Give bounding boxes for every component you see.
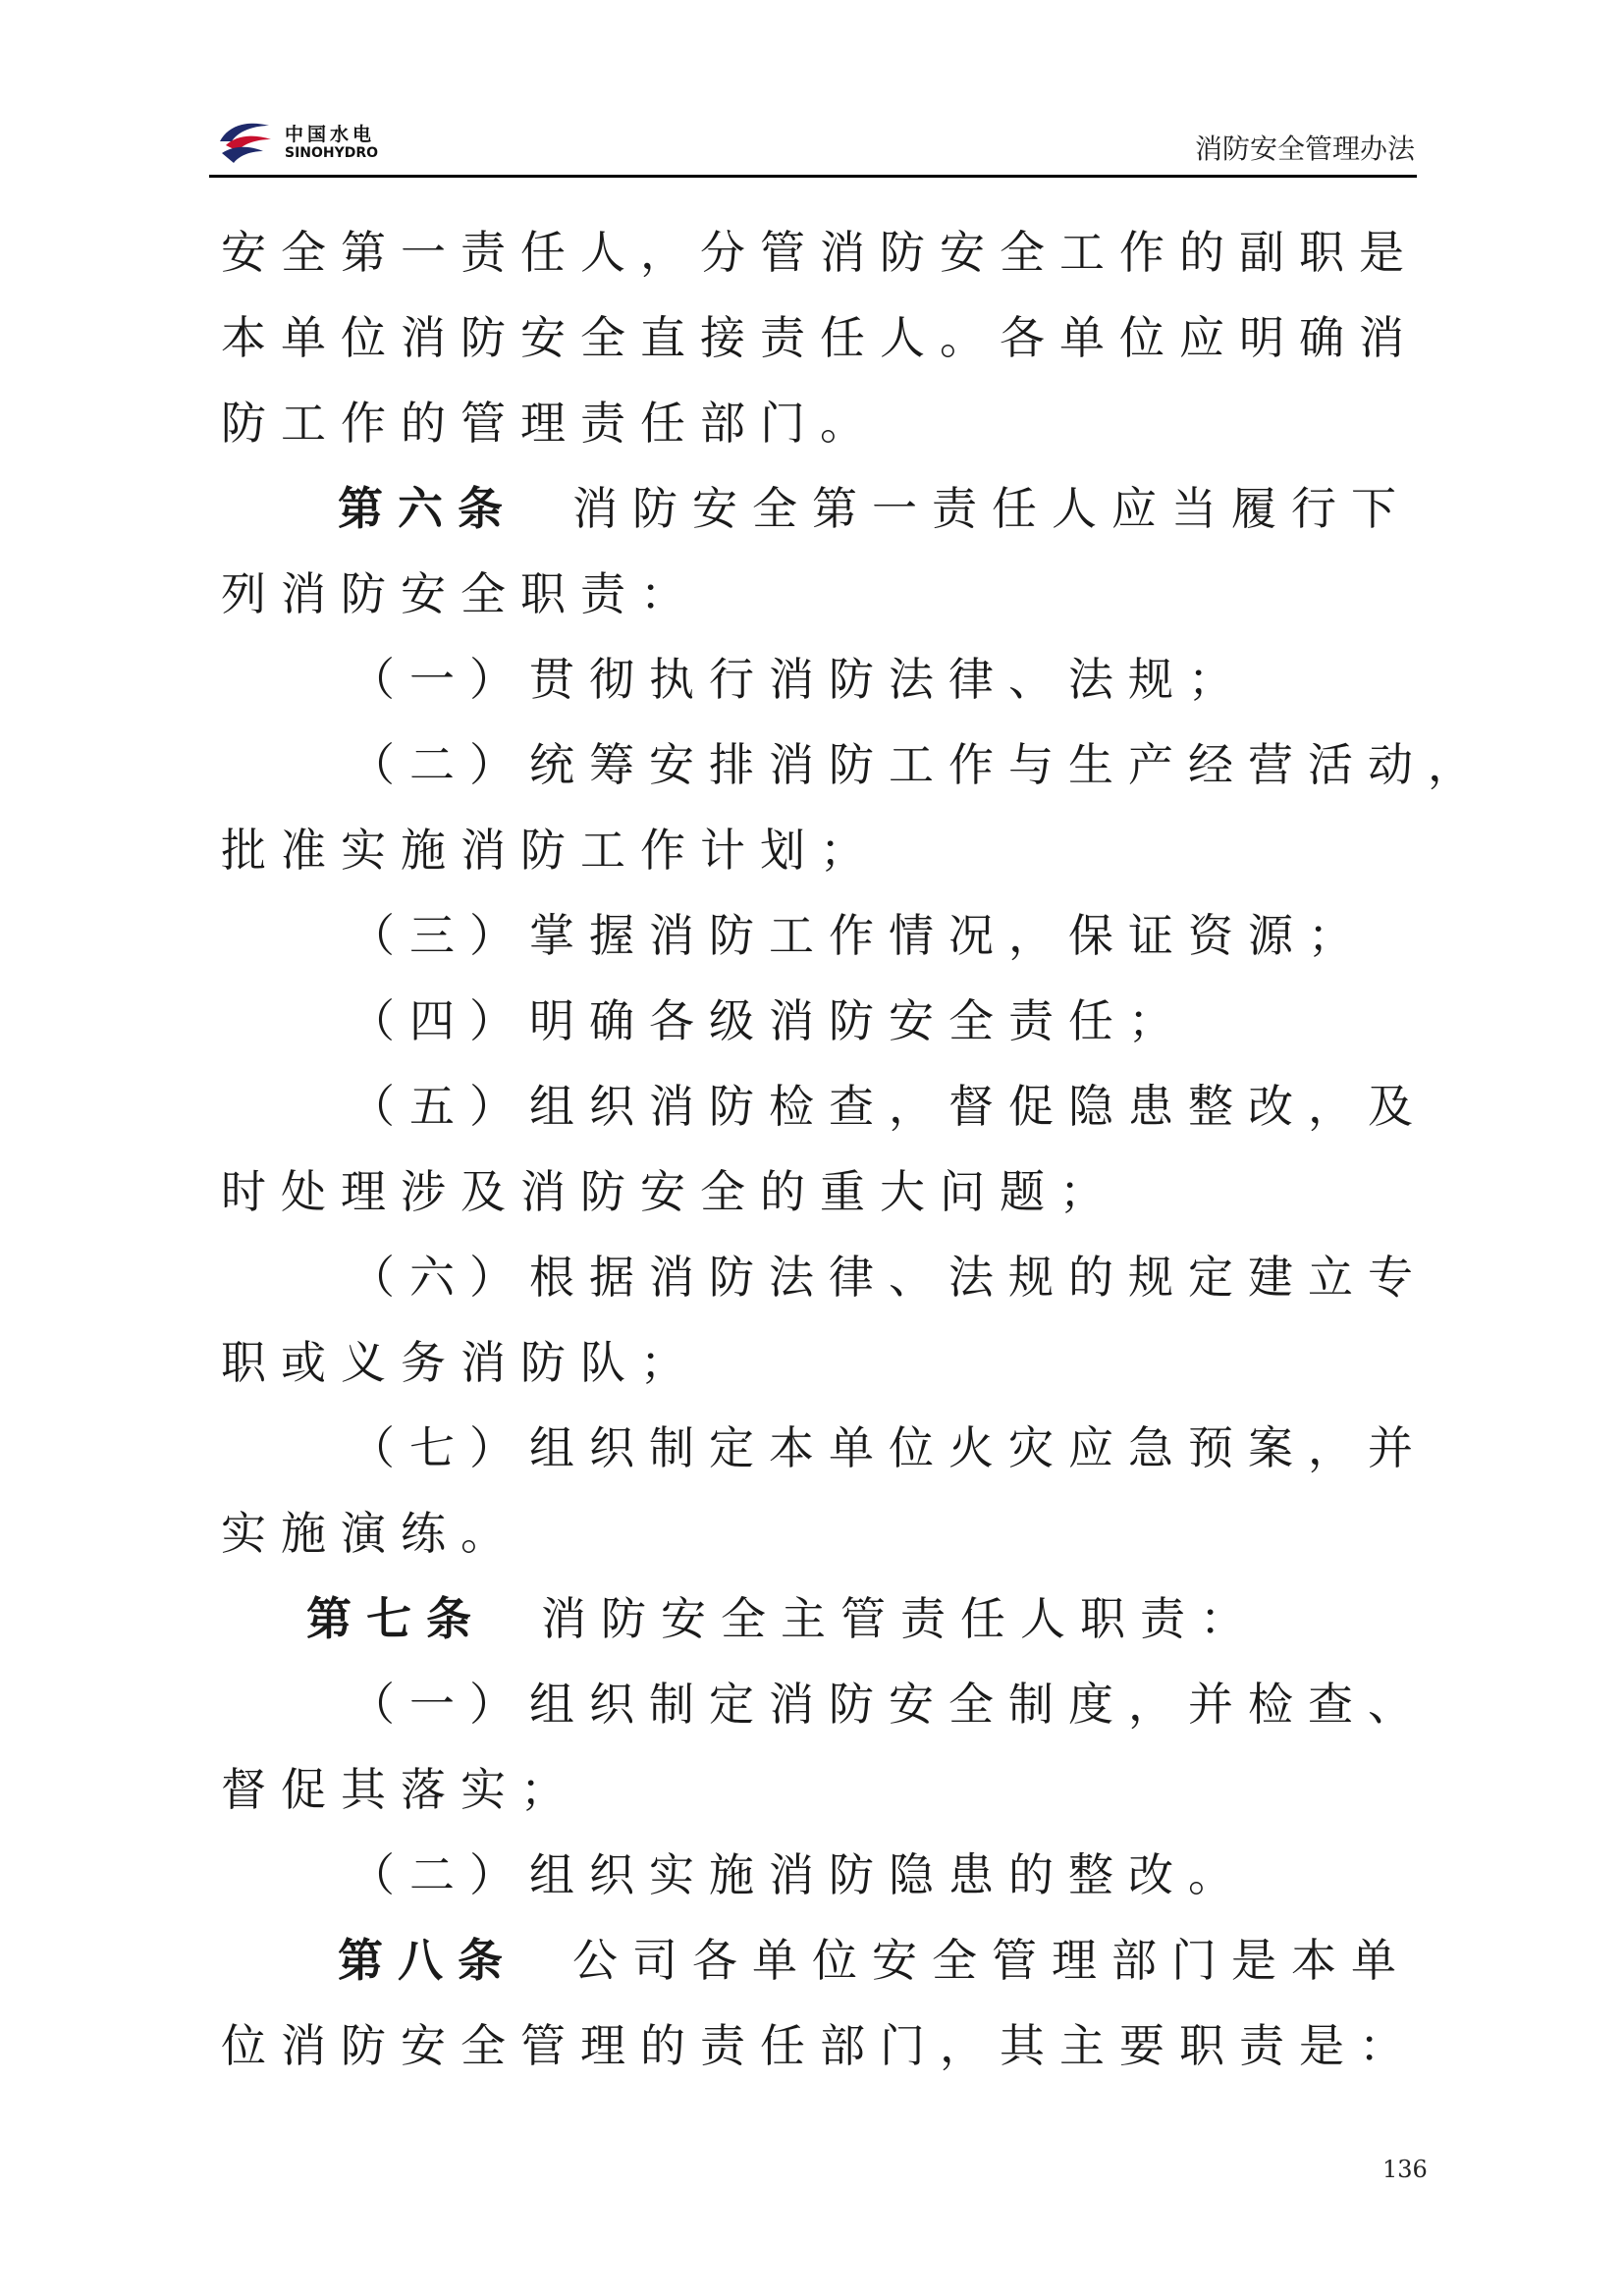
article-number: 第七条 <box>306 1592 486 1645</box>
line-text: 消防安全第一责任人应当履行下 <box>572 482 1411 535</box>
text-line <box>221 1505 520 1562</box>
text-line <box>221 395 880 452</box>
line-text: （三）掌握消防工作情况，保证资源； <box>350 909 1368 962</box>
list-item <box>350 1419 1428 1476</box>
line-text: 实施演练。 <box>221 1507 520 1560</box>
line-text: （二）组织实施消防隐患的整改。 <box>350 1848 1248 1901</box>
list-item <box>350 1676 1428 1733</box>
article-number: 第六条 <box>338 482 517 535</box>
logo-chinese-text: 中国水电 <box>285 124 376 145</box>
line-text: 防工作的管理责任部门。 <box>221 397 880 450</box>
list-item <box>350 736 1488 793</box>
line-text: 公司各单位安全管理部门是本单 <box>572 1934 1411 1987</box>
line-text: （七）组织制定本单位火灾应急预案，并 <box>350 1421 1428 1474</box>
line-text: （一）贯彻执行消防法律、法规； <box>350 653 1248 706</box>
text-line <box>221 1334 700 1391</box>
list-item <box>350 1249 1428 1306</box>
line-text: 本单位消防安全直接责任人。各单位应明确消 <box>221 311 1419 364</box>
document-title: 消防安全管理办法 <box>1194 133 1415 165</box>
line-text: 职或义务消防队； <box>221 1336 700 1389</box>
line-text: （二）统筹安排消防工作与生产经营活动， <box>350 738 1488 791</box>
list-item <box>350 992 1188 1049</box>
line-text: 批准实施消防工作计划； <box>221 824 880 877</box>
list-item <box>350 1846 1248 1903</box>
text-line <box>221 1163 1119 1220</box>
text-line <box>221 565 700 622</box>
line-text: 督促其落实； <box>221 1763 580 1816</box>
logo-english-text: SINOHYDRO <box>285 145 379 161</box>
line-text: 消防安全主管责任人职责： <box>541 1592 1260 1645</box>
line-text: （一）组织制定消防安全制度，并检查、 <box>350 1678 1428 1731</box>
line-text: 列消防安全职责： <box>221 567 700 620</box>
article-number: 第八条 <box>338 1934 517 1987</box>
page-header <box>209 106 1417 178</box>
line-text: 位消防安全管理的责任部门，其主要职责是： <box>221 2019 1419 2072</box>
page-number: 136 <box>1382 2156 1428 2183</box>
text-line <box>221 309 1419 366</box>
text-line <box>221 224 1419 281</box>
line-text: 安全第一责任人，分管消防安全工作的副职是 <box>221 226 1419 279</box>
text-line <box>221 1761 580 1818</box>
line-text: （四）明确各级消防安全责任； <box>350 994 1188 1047</box>
sinohydro-logo-icon <box>214 112 277 169</box>
list-item <box>350 651 1248 708</box>
text-line <box>221 2017 1419 2074</box>
line-text: （五）组织消防检查，督促隐患整改，及 <box>350 1080 1428 1133</box>
text-line <box>221 822 880 879</box>
article-line <box>306 1590 1260 1647</box>
article-line <box>338 480 1411 537</box>
company-logo <box>214 112 410 169</box>
article-line <box>338 1932 1411 1989</box>
list-item <box>350 1078 1428 1135</box>
list-item <box>350 907 1368 964</box>
line-text: 时处理涉及消防安全的重大问题； <box>221 1165 1119 1218</box>
line-text: （六）根据消防法律、法规的规定建立专 <box>350 1251 1428 1304</box>
